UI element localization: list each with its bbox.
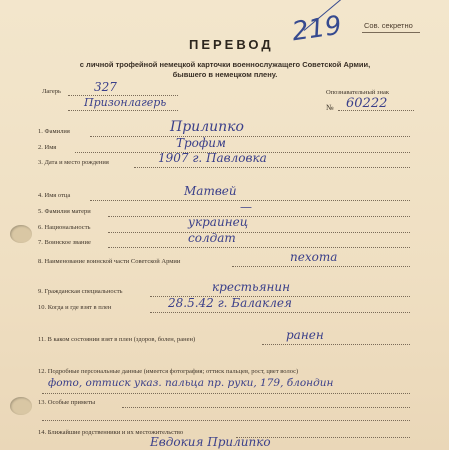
secrecy-label: Сов. секретно xyxy=(364,21,413,30)
field-value: — xyxy=(240,200,252,214)
field-label: 1. Фамилия xyxy=(38,128,70,135)
field-label: 11. В каком состоянии взят в плен (здоров, болен, ранен) xyxy=(38,336,196,343)
field-value: 1907 г. Павловка xyxy=(158,151,267,165)
field-label: 3. Дата и место рождения xyxy=(38,159,109,166)
field-label: 5. Фамилия матери xyxy=(38,208,91,215)
id-tag-prefix: № xyxy=(326,103,334,112)
field-label: 8. Наименование воинской части Советской Армии xyxy=(38,258,181,265)
field-label: 6. Национальность xyxy=(38,224,91,231)
field-value: пехота xyxy=(290,250,338,264)
id-tag-number: 60222 xyxy=(346,96,388,111)
field-value: Евдокия Прилипко xyxy=(150,435,271,449)
field-line-extra xyxy=(42,420,410,421)
field-label: 4. Имя отца xyxy=(38,192,71,199)
field-value: солдат xyxy=(188,231,236,245)
camp-label: Лагерь xyxy=(42,88,61,95)
field-value: Матвей xyxy=(184,184,237,198)
field-value: украинец xyxy=(188,215,249,229)
camp-note-line xyxy=(68,110,178,111)
field-label: 7. Воинское звание xyxy=(38,239,91,246)
id-tag-label: Опознавательный знак xyxy=(326,89,390,96)
field-line xyxy=(134,167,410,168)
field-line xyxy=(108,232,410,233)
field-label: 9. Гражданская специальность xyxy=(38,288,123,295)
field-line xyxy=(232,266,410,267)
field-value: Прилипко xyxy=(170,119,244,135)
field-label: 14. Ближайшие родственники и их местожительство xyxy=(38,429,184,436)
secrecy-underline xyxy=(362,32,420,33)
field-line xyxy=(122,407,410,408)
field-line xyxy=(90,136,410,137)
field-line xyxy=(42,393,410,394)
field-value: крестьянин xyxy=(212,280,291,294)
field-label: 12. Подробные персональные данные (имеется фотография; оттиск пальцев, рост, цвет волос) xyxy=(38,368,299,375)
field-value: 28.5.42 г. Балаклея xyxy=(168,296,292,310)
field-label: 13. Особые приметы xyxy=(38,399,96,406)
document-title: ПЕРЕВОД xyxy=(189,37,274,52)
field-line xyxy=(150,312,410,313)
subtitle-line2: бывшего в немецком плену. xyxy=(172,70,278,79)
field-value: Трофим xyxy=(176,136,226,150)
field-label: 2. Имя xyxy=(38,144,57,151)
field-value: фото, оттиск указ. пальца пр. руки, 179, блондин xyxy=(48,377,334,389)
subtitle-line1: с личной трофейной немецкой карточки военнослужащего Советской Армии, xyxy=(79,60,371,69)
field-line xyxy=(108,216,410,217)
punch-hole xyxy=(10,397,32,415)
punch-hole xyxy=(10,225,32,243)
camp-note: Призонлагерь xyxy=(84,96,167,109)
handwritten-stamp-number: 219 xyxy=(290,10,344,48)
camp-number: 327 xyxy=(94,80,117,94)
field-value: ранен xyxy=(286,328,324,342)
field-line xyxy=(262,344,410,345)
field-line xyxy=(108,247,410,248)
field-label: 10. Когда и где взят в плен xyxy=(38,304,112,311)
